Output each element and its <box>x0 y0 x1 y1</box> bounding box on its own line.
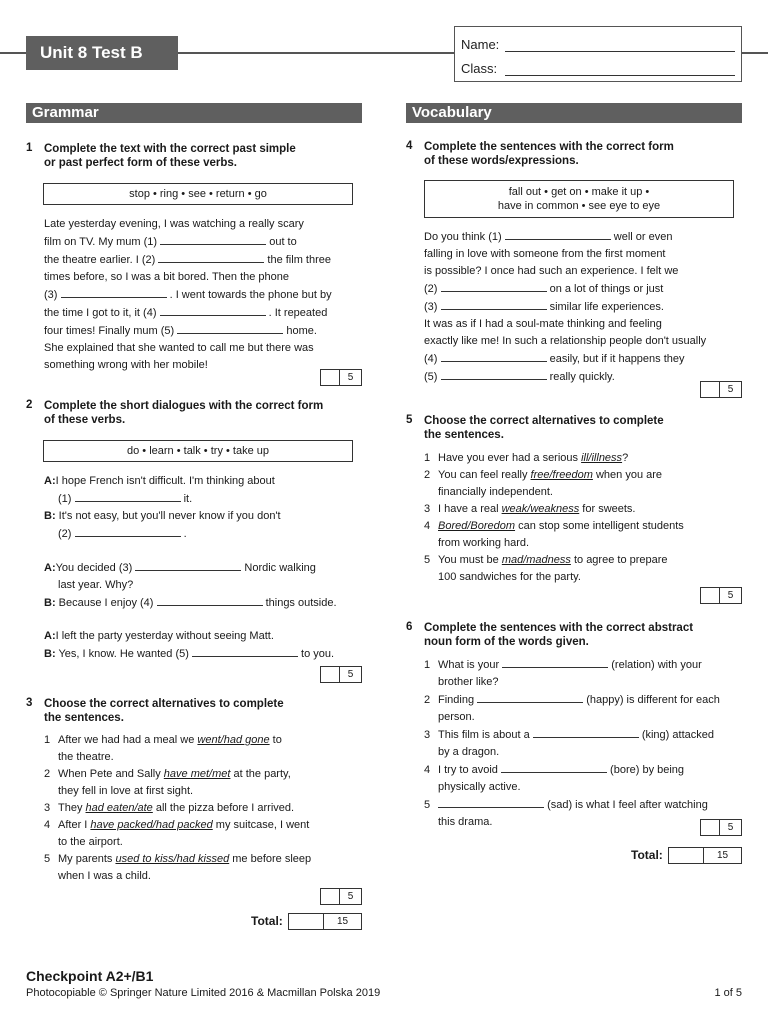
q2-blank-4[interactable] <box>157 594 263 606</box>
q1-blank-3[interactable] <box>61 286 167 298</box>
q4-text: Do you think (1) well or even falling in love with someone from the first moment is possible? I once had such an experience. I felt we (2) on a lot of things or just (3) similar life experiences. It was as if I had a soul-mate thinking and feeling exactly like me! In such a relationship people don't usually (4) easily, but if it happens they (5) really quickly. <box>424 228 706 386</box>
q2-title: Complete the short dialogues with the correct form of these verbs. <box>44 400 324 426</box>
q5-items: 1 Have you ever had a serious ill/illness? 2 You can feel really free/freedom when you are financially independent. 3 I have a real weak/weakness for sweets. 4 Bored/Boredom can stop some intelligent students from working hard. 5 You must be mad/madness to agree to prepare 100 sandwiches for the party. <box>424 452 684 583</box>
name-field[interactable] <box>505 51 735 52</box>
q5-title: Choose the correct alternatives to complete the sentences. <box>424 415 664 441</box>
q3-choice-3[interactable]: had eaten/ate <box>85 802 153 814</box>
page-number: 1 of 5 <box>714 987 742 999</box>
q3-score-box[interactable]: 5 <box>320 888 362 905</box>
q1-blank-2[interactable] <box>158 251 264 263</box>
q1-score-box[interactable]: 5 <box>320 369 362 386</box>
q2-dialogues: A:I hope French isn't difficult. I'm thinking about (1) it. B: It's not easy, but you'll never know if you don't (2) . A:You decided (3) Nordic walking last year. Why? B: Because I enjoy (4) things outside. A:I left the party yesterday without seeing Matt. B: Yes, I know. He wanted (5) to you. <box>44 475 337 660</box>
q4-blank-1[interactable] <box>505 228 611 240</box>
q4-blank-4[interactable] <box>441 350 547 362</box>
q3-choice-4[interactable]: have packed/had packed <box>90 819 213 831</box>
q3-choice-5[interactable]: used to kiss/had kissed <box>115 853 230 865</box>
q5-choice-5[interactable]: mad/madness <box>501 554 571 566</box>
q1-blank-1[interactable] <box>160 233 266 245</box>
q5-number: 5 <box>406 414 413 426</box>
unit-title: Unit 8 Test B <box>26 36 178 70</box>
vocabulary-section-header: Vocabulary <box>406 103 742 123</box>
q6-blank-1[interactable] <box>502 656 608 668</box>
q6-score-box[interactable]: 5 <box>700 819 742 836</box>
grammar-total-box[interactable]: 15 <box>288 913 362 930</box>
q6-items: 1 What is your (relation) with your brother like? 2 Finding (happy) is different for each person. 3 This film is about a (king) attacked by a dragon. 4 I try to avoid (bore) by being physically active. 5 (sad) is what I feel after watching this drama. <box>424 656 720 831</box>
q3-choice-2[interactable]: have met/met <box>163 768 231 780</box>
q4-score-box[interactable]: 5 <box>700 381 742 398</box>
q2-number: 2 <box>26 399 33 411</box>
q4-blank-2[interactable] <box>441 280 547 292</box>
q5-choice-3[interactable]: weak/weakness <box>501 503 580 515</box>
q6-blank-3[interactable] <box>533 726 639 738</box>
footer-copyright: Photocopiable © Springer Nature Limited 2016 & Macmillan Polska 2019 <box>26 987 381 999</box>
q4-number: 4 <box>406 140 413 152</box>
vocabulary-total-label: Total: <box>631 848 663 862</box>
q6-blank-5[interactable] <box>438 796 544 808</box>
q3-number: 3 <box>26 697 33 709</box>
q6-title: Complete the sentences with the correct abstract noun form of the words given. <box>424 622 694 648</box>
q5-choice-4[interactable]: Bored/Boredom <box>438 520 516 532</box>
q2-blank-1[interactable] <box>75 490 181 502</box>
q4-word-box: fall out • get on • make it up • have in common • see eye to eye <box>424 180 734 218</box>
vocabulary-total-box[interactable]: 15 <box>668 847 742 864</box>
q6-blank-4[interactable] <box>501 761 607 773</box>
q2-score-box[interactable]: 5 <box>320 666 362 683</box>
q6-number: 6 <box>406 621 413 633</box>
q3-choice-1[interactable]: went/had gone <box>197 734 270 746</box>
q4-blank-5[interactable] <box>441 368 547 380</box>
q5-choice-1[interactable]: ill/illness <box>581 452 623 464</box>
q1-text: Late yesterday evening, I was watching a really scary film on TV. My mum (1) out to the theatre earlier. I (2) the film three times before, so I was a bit bored. Then the phone (3) . I went towards the phone but by the time I got to it, it (4) . It repeated four times! Finally mum (5) home. She explained that she wanted to call me but there was something wrong with her mobile! <box>44 218 332 371</box>
q1-title: Complete the text with the correct past simple or past perfect form of these verbs. <box>44 143 296 169</box>
name-label: Name: <box>461 37 500 52</box>
q3-items: 1 After we had had a meal we went/had gone to the theatre. 2 When Pete and Sally have met/met at the party, they fell in love at first sight. 3 They had eaten/ate all the pizza before I arrived. 4 After I have packed/had packed my suitcase, I went to the airport. 5 My parents used to kiss/had kissed me before sleep when I was a child. <box>44 734 312 882</box>
footer-title: Checkpoint A2+/B1 <box>26 968 154 984</box>
q1-blank-5[interactable] <box>177 322 283 334</box>
q6-blank-2[interactable] <box>477 691 583 703</box>
class-field[interactable] <box>505 75 735 76</box>
q4-title: Complete the sentences with the correct form of these words/expressions. <box>424 141 674 167</box>
q1-blank-4[interactable] <box>160 304 266 316</box>
q1-number: 1 <box>26 142 33 154</box>
class-label: Class: <box>461 61 498 76</box>
q2-blank-3[interactable] <box>135 559 241 571</box>
q5-score-box[interactable]: 5 <box>700 587 742 604</box>
grammar-section-header: Grammar <box>26 103 362 123</box>
q5-choice-2[interactable]: free/freedom <box>530 469 593 481</box>
q3-title: Choose the correct alternatives to complete the sentences. <box>44 698 284 724</box>
q4-blank-3[interactable] <box>441 298 547 310</box>
name-class-box <box>454 26 742 82</box>
grammar-total-label: Total: <box>251 914 283 928</box>
q2-blank-2[interactable] <box>75 525 181 537</box>
q2-word-box: do • learn • talk • try • take up <box>43 440 353 462</box>
q2-blank-5[interactable] <box>192 645 298 657</box>
q1-word-box: stop • ring • see • return • go <box>43 183 353 205</box>
